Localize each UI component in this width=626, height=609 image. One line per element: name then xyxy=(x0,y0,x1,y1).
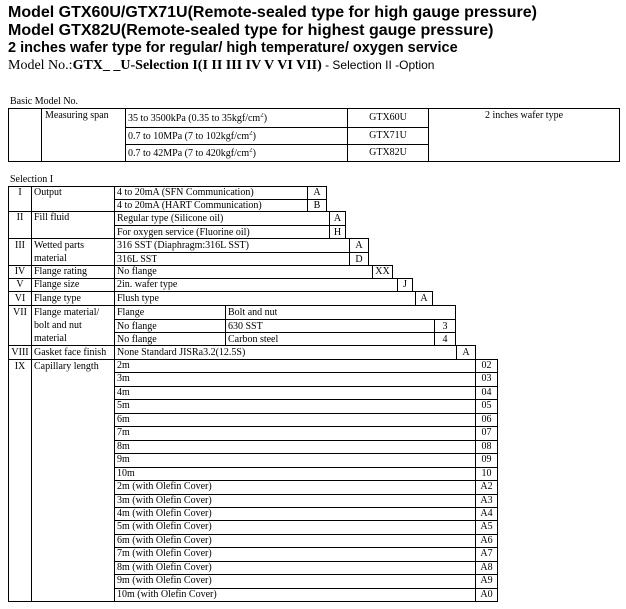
capillary-code-text: 10 xyxy=(481,468,492,479)
measuring-span-label: Measuring span xyxy=(45,110,109,121)
capillary-option-text: 10m (with Olefin Cover) xyxy=(117,589,217,600)
code-gasket-text: A xyxy=(462,347,470,358)
numeral-cell-i xyxy=(8,186,32,212)
capillary-code-18 xyxy=(475,588,498,602)
option-fill-1-text: Regular type (Silicone oil) xyxy=(117,213,224,224)
option-flange-rating xyxy=(114,265,373,279)
span-cell-1 xyxy=(125,108,348,128)
capillary-code-14 xyxy=(475,534,498,548)
title-line-2: Model GTX82U(Remote-sealed type for highest gauge pressure) xyxy=(8,22,494,39)
code-flange-rating xyxy=(372,265,393,279)
capillary-code-6 xyxy=(475,426,498,441)
measuring-span-cell xyxy=(41,108,126,162)
code-flange-size-text: J xyxy=(403,279,407,290)
label-flange-rating: Flange rating xyxy=(34,266,88,277)
capillary-code-text: 03 xyxy=(481,373,492,384)
capillary-code-text: A8 xyxy=(480,562,493,573)
col-bolt-header-text: Bolt and nut xyxy=(228,307,278,318)
code-wetted-1-text: A xyxy=(355,240,363,251)
description-cell xyxy=(428,108,620,162)
code-wetted-2-text: D xyxy=(355,254,363,265)
model-code-2: GTX71U xyxy=(369,130,407,141)
numeral-cell-iv xyxy=(8,265,32,279)
capillary-option-text: 9m xyxy=(117,454,130,465)
option-bolt-mat-2-text: Carbon steel xyxy=(228,334,279,345)
capillary-code-text: A0 xyxy=(480,589,493,600)
capillary-code-8 xyxy=(475,453,498,468)
code-flange-mat-2 xyxy=(434,332,456,346)
capillary-code-13 xyxy=(475,520,498,535)
code-flange-mat-2-text: 4 xyxy=(442,334,448,345)
capillary-code-12 xyxy=(475,507,498,521)
code-flange-type xyxy=(415,291,433,306)
capillary-code-text: A9 xyxy=(480,575,493,586)
label-flange-material-3: material xyxy=(34,333,67,344)
capillary-option-text: 4m xyxy=(117,387,130,398)
code-flange-rating-text: XX xyxy=(375,266,390,277)
capillary-option-14 xyxy=(114,534,476,548)
label-cell-capillary xyxy=(31,359,115,602)
capillary-code-4 xyxy=(475,399,498,414)
capillary-code-text: A5 xyxy=(480,521,493,532)
label-cell-wetted xyxy=(31,238,115,266)
capillary-option-8 xyxy=(114,453,476,468)
numeral-cell-ii xyxy=(8,211,32,239)
label-cell-flange-rating xyxy=(31,265,115,279)
code-output-1 xyxy=(307,186,327,200)
capillary-option-18 xyxy=(114,588,476,602)
capillary-code-text: A4 xyxy=(480,508,493,519)
span-cell-2 xyxy=(125,127,348,145)
capillary-option-text: 4m (with Olefin Cover) xyxy=(117,508,212,519)
option-fill-2-text: For oxygen service (Fluorine oil) xyxy=(117,227,250,238)
numeral-ii: II xyxy=(16,212,24,223)
capillary-code-text: A2 xyxy=(480,481,493,492)
span-cell-3 xyxy=(125,144,348,162)
capillary-code-15 xyxy=(475,547,498,562)
numeral-cell-vii xyxy=(8,305,32,346)
label-flange-material-1: Flange material/ xyxy=(34,307,100,318)
option-output-1-text: 4 to 20mA (SFN Communication) xyxy=(117,187,254,198)
capillary-code-text: A7 xyxy=(480,548,493,559)
numeral-iv: IV xyxy=(14,266,26,277)
capillary-option-text: 3m (with Olefin Cover) xyxy=(117,495,212,506)
capillary-option-3 xyxy=(114,386,476,400)
capillary-code-5 xyxy=(475,413,498,427)
option-flange-mat-2-text: No flange xyxy=(117,334,157,345)
numeral-cell-viii xyxy=(8,345,32,360)
capillary-code-9 xyxy=(475,467,498,481)
capillary-code-11 xyxy=(475,494,498,508)
option-bolt-mat-1-text: 630 SST xyxy=(228,321,263,332)
capillary-code-text: 08 xyxy=(481,441,492,452)
code-flange-mat-1 xyxy=(434,319,456,333)
span-text-2: 0.7 to 10MPa (7 to $102kgf/cm^2$) xyxy=(128,131,256,142)
option-wetted-1 xyxy=(114,238,350,253)
option-wetted-2-text: 316L SST xyxy=(117,254,158,265)
model-code-3: GTX82U xyxy=(369,147,407,158)
option-fill-1 xyxy=(114,211,330,226)
numeral-cell-vi xyxy=(8,291,32,306)
code-flange-type-text: A xyxy=(420,293,428,304)
capillary-option-12 xyxy=(114,507,476,521)
model-code: GTX_ _U-Selection I(I II III IV V VI VII) xyxy=(72,58,322,73)
capillary-option-text: 10m xyxy=(117,468,135,479)
title-line-1: Model GTX60U/GTX71U(Remote-sealed type for high gauge pressure) xyxy=(8,4,537,21)
label-cell-flange-material xyxy=(31,305,115,346)
option-wetted-1-text: 316 SST (Diaphragm:316L SST) xyxy=(117,240,249,251)
option-wetted-2 xyxy=(114,252,350,266)
capillary-option-7 xyxy=(114,440,476,454)
numeral-vi: VI xyxy=(14,293,26,304)
span-text-1: 35 to 3500kPa (0.35 to $35kgf/cm^2$) xyxy=(128,113,268,124)
numeral-cell-iii xyxy=(8,238,32,266)
code-fill-2-text: H xyxy=(333,227,342,238)
option-output-2-text: 4 to 20mA (HART Communication) xyxy=(117,200,262,211)
numeral-cell-ix xyxy=(8,359,32,602)
option-bolt-mat-2 xyxy=(225,332,435,346)
label-flange-size: Flange size xyxy=(34,279,80,290)
col-flange-header-text: Flange xyxy=(117,307,145,318)
code-wetted-2 xyxy=(349,252,369,266)
model-suffix: - Selection II -Option xyxy=(321,58,435,72)
capillary-option-6 xyxy=(114,426,476,441)
capillary-option-17 xyxy=(114,574,476,589)
label-capillary: Capillary length xyxy=(34,361,99,372)
capillary-option-text: 5m (with Olefin Cover) xyxy=(117,521,212,532)
capillary-option-text: 2m (with Olefin Cover) xyxy=(117,481,212,492)
option-flange-size-text: 2in. wafer type xyxy=(117,279,178,290)
capillary-code-text: 05 xyxy=(481,400,492,411)
capillary-option-text: 7m xyxy=(117,427,130,438)
capillary-option-text: 6m xyxy=(117,414,130,425)
code-flange-size xyxy=(397,278,413,292)
capillary-option-text: 9m (with Olefin Cover) xyxy=(117,575,212,586)
numeral-iii: III xyxy=(15,240,25,251)
option-output-1 xyxy=(114,186,308,200)
numeral-vii: VII xyxy=(13,307,27,318)
numeral-cell-v xyxy=(8,278,32,292)
capillary-option-15 xyxy=(114,547,476,562)
numeral-i: I xyxy=(18,187,22,198)
capillary-option-text: 3m xyxy=(117,373,130,384)
span-text-3: 0.7 to 42MPa (7 to $420kgf/cm^2$) xyxy=(128,148,256,159)
option-gasket-text: None Standard JISRa3.2(12.5S) xyxy=(117,347,246,358)
model-cell-1 xyxy=(347,108,429,128)
label-cell-flange-type xyxy=(31,291,115,306)
capillary-option-text: 8m (with Olefin Cover) xyxy=(117,562,212,573)
capillary-code-text: 06 xyxy=(481,414,492,425)
capillary-code-7 xyxy=(475,440,498,454)
numeral-viii: VIII xyxy=(11,347,29,358)
option-flange-size xyxy=(114,278,398,292)
capillary-option-text: 7m (with Olefin Cover) xyxy=(117,548,212,559)
capillary-option-10 xyxy=(114,480,476,495)
option-flange-mat-1-text: No flange xyxy=(117,321,157,332)
label-cell-fill-fluid xyxy=(31,211,115,239)
label-fill-fluid: Fill fluid xyxy=(34,212,70,223)
option-flange-mat-1 xyxy=(114,319,226,333)
code-fill-2 xyxy=(329,225,346,239)
selection-caption: Selection I xyxy=(10,174,54,185)
capillary-option-2 xyxy=(114,372,476,387)
model-prefix: Model No.: xyxy=(8,58,73,73)
label-wetted-1: Wetted parts xyxy=(34,240,85,251)
capillary-code-10 xyxy=(475,480,498,495)
capillary-option-13 xyxy=(114,520,476,535)
basic-cell-blank xyxy=(8,108,42,162)
capillary-code-1 xyxy=(475,359,498,373)
label-cell-output xyxy=(31,186,115,212)
option-flange-rating-text: No flange xyxy=(117,266,157,277)
option-bolt-mat-1 xyxy=(225,319,435,333)
model-number-line xyxy=(8,58,434,74)
capillary-code-17 xyxy=(475,574,498,589)
capillary-code-text: 07 xyxy=(481,427,492,438)
code-gasket xyxy=(456,345,476,360)
label-output: Output xyxy=(34,187,62,198)
model-cell-2 xyxy=(347,127,429,145)
capillary-option-4 xyxy=(114,399,476,414)
col-bolt-header xyxy=(225,305,456,320)
capillary-code-text: 02 xyxy=(481,360,492,371)
capillary-option-text: 2m xyxy=(117,360,130,371)
description-text: 2 inches wafer type xyxy=(484,110,564,121)
option-fill-2 xyxy=(114,225,330,239)
capillary-option-text: 5m xyxy=(117,400,130,411)
code-output-2-text: B xyxy=(313,200,321,211)
capillary-option-text: 6m (with Olefin Cover) xyxy=(117,535,212,546)
label-wetted-2: material xyxy=(34,253,67,264)
capillary-code-text: A3 xyxy=(480,495,493,506)
code-flange-mat-1-text: 3 xyxy=(442,321,448,332)
code-fill-1-text: A xyxy=(333,213,342,224)
option-flange-mat-2 xyxy=(114,332,226,346)
capillary-code-16 xyxy=(475,561,498,575)
numeral-v: V xyxy=(16,279,24,290)
col-flange-header xyxy=(114,305,226,320)
model-cell-3 xyxy=(347,144,429,162)
label-flange-material-2: bolt and nut xyxy=(34,320,82,331)
capillary-code-text: A6 xyxy=(480,535,493,546)
option-flange-type-text: Flush type xyxy=(117,293,159,304)
capillary-code-text: 09 xyxy=(481,454,492,465)
basic-model-caption: Basic Model No. xyxy=(10,96,79,107)
numeral-ix: IX xyxy=(14,361,26,372)
capillary-code-3 xyxy=(475,386,498,400)
label-flange-type: Flange type xyxy=(34,293,81,304)
capillary-option-text: 8m xyxy=(117,441,130,452)
option-flange-type xyxy=(114,291,416,306)
code-fill-1 xyxy=(329,211,346,226)
capillary-option-16 xyxy=(114,561,476,575)
model-code-1: GTX60U xyxy=(369,112,407,123)
capillary-option-11 xyxy=(114,494,476,508)
capillary-option-1 xyxy=(114,359,476,373)
option-gasket xyxy=(114,345,457,360)
label-cell-flange-size xyxy=(31,278,115,292)
title-line-3: 2 inches wafer type for regular/ high temperature/ oxygen service xyxy=(8,40,458,56)
capillary-code-2 xyxy=(475,372,498,387)
code-wetted-1 xyxy=(349,238,369,253)
capillary-option-5 xyxy=(114,413,476,427)
label-gasket: Gasket face finish xyxy=(34,347,107,358)
capillary-code-text: 04 xyxy=(481,387,492,398)
label-cell-gasket xyxy=(31,345,115,360)
capillary-option-9 xyxy=(114,467,476,481)
code-output-1-text: A xyxy=(313,187,321,198)
